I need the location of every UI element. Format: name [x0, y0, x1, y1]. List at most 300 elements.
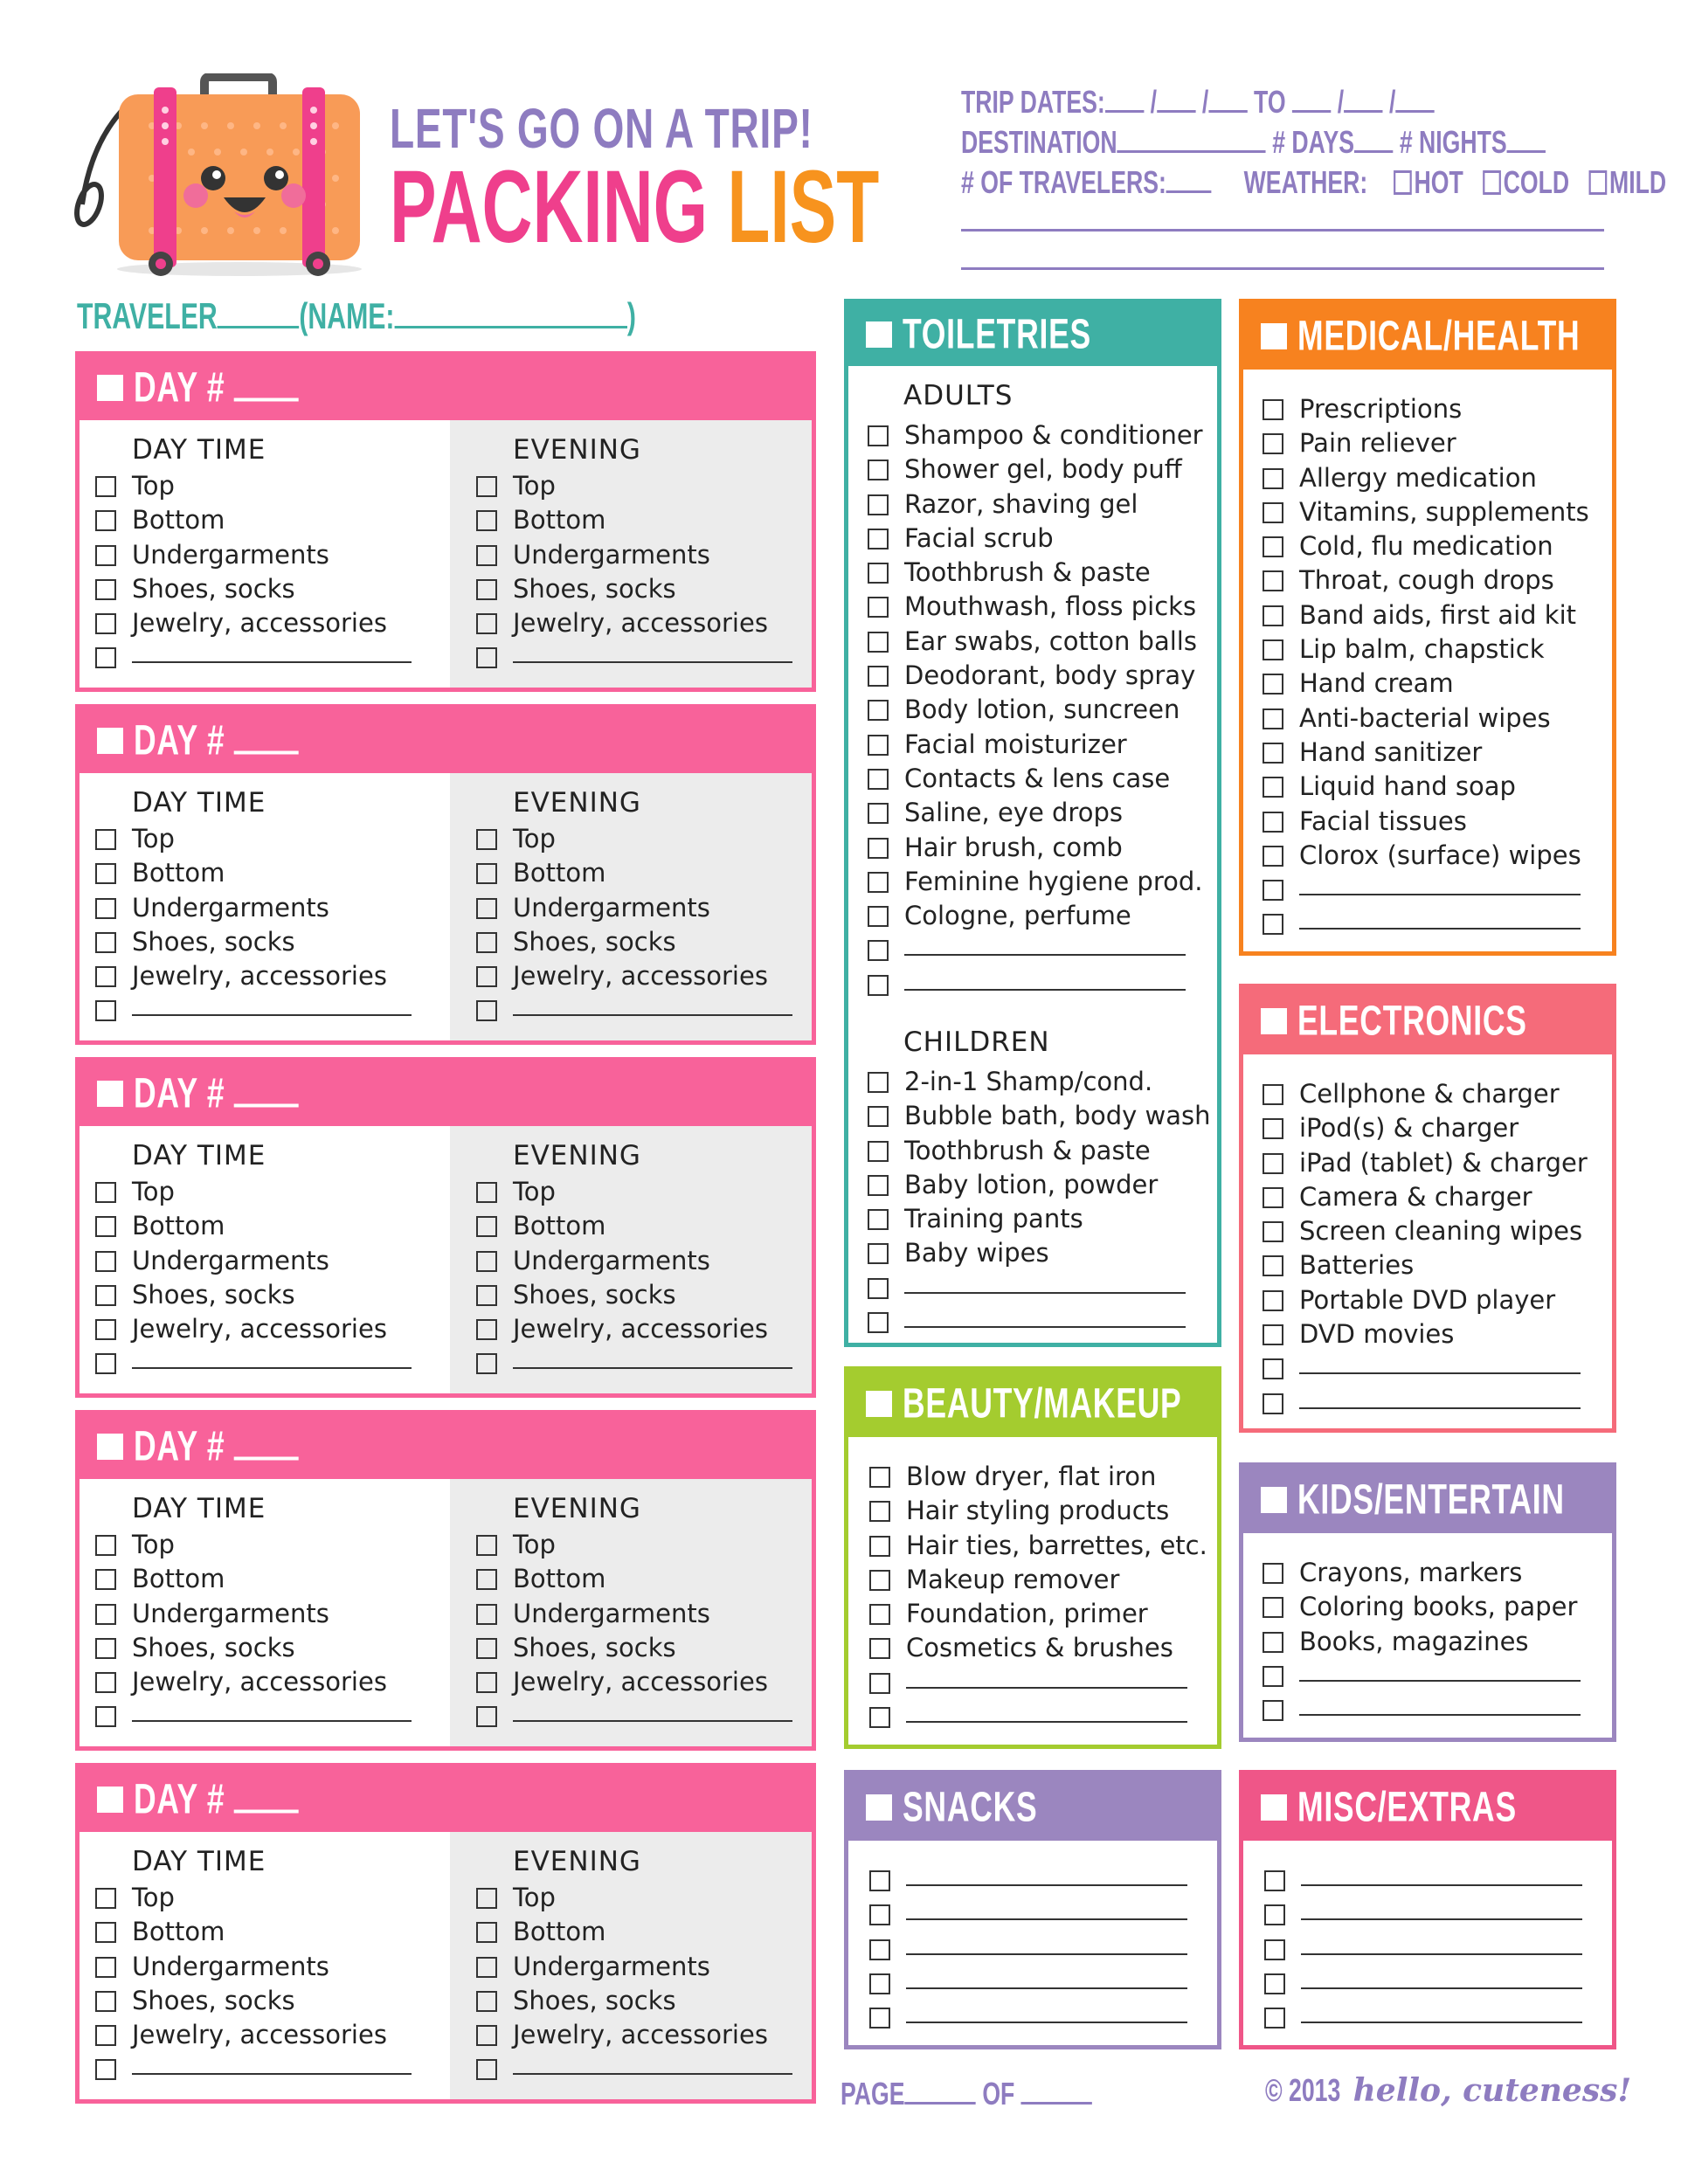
list-item[interactable]: [868, 1202, 1211, 1236]
list-item[interactable]: [476, 856, 792, 890]
checkbox[interactable]: [476, 1991, 497, 2012]
list-item[interactable]: [868, 1099, 1211, 1133]
write-in-line[interactable]: [906, 2001, 1187, 2023]
write-in-line[interactable]: [906, 1897, 1187, 1920]
notes-line[interactable]: [961, 229, 1604, 232]
list-item[interactable]: [95, 538, 412, 572]
checkbox[interactable]: [868, 529, 889, 549]
checkbox[interactable]: [476, 898, 497, 919]
list-item[interactable]: [1263, 392, 1589, 426]
checkbox[interactable]: [476, 863, 497, 884]
list-item[interactable]: [1263, 1214, 1588, 1248]
write-in-line[interactable]: [513, 1346, 792, 1369]
name-blank[interactable]: [395, 322, 627, 328]
checkbox[interactable]: [1263, 1563, 1283, 1584]
list-item[interactable]: [95, 1699, 412, 1733]
write-in-line[interactable]: [906, 1700, 1187, 1723]
write-in-line[interactable]: [906, 1966, 1187, 1989]
checkbox[interactable]: [476, 1285, 497, 1306]
write-in-line[interactable]: [906, 1863, 1187, 1886]
list-item[interactable]: [476, 1699, 792, 1733]
list-item[interactable]: [1263, 736, 1589, 770]
list-item[interactable]: [476, 1528, 792, 1562]
write-in-line[interactable]: [1299, 873, 1581, 895]
checkbox[interactable]: [95, 1706, 116, 1727]
checkbox[interactable]: [868, 735, 889, 756]
date-blank[interactable]: [1395, 107, 1434, 113]
checkbox[interactable]: [1263, 743, 1283, 764]
list-item[interactable]: [869, 1897, 1187, 1932]
list-item[interactable]: [1263, 1283, 1588, 1317]
write-in-line[interactable]: [1299, 1693, 1581, 1716]
list-item[interactable]: [868, 1168, 1211, 1202]
checkbox[interactable]: [95, 476, 116, 497]
list-item[interactable]: [868, 968, 1203, 1002]
hot-checkbox[interactable]: [1394, 170, 1412, 195]
checkbox[interactable]: [869, 2008, 890, 2028]
write-in-line[interactable]: [904, 968, 1186, 991]
write-in-line[interactable]: [132, 993, 412, 1016]
checkbox[interactable]: [476, 1319, 497, 1340]
list-item[interactable]: [476, 1175, 792, 1209]
checkbox[interactable]: [95, 863, 116, 884]
checkbox[interactable]: [1263, 777, 1283, 798]
checkbox[interactable]: [1263, 1597, 1283, 1618]
checkbox[interactable]: [869, 1604, 890, 1625]
list-item[interactable]: [476, 1950, 792, 1984]
checkbox[interactable]: [868, 494, 889, 515]
write-in-line[interactable]: [132, 2052, 412, 2075]
list-item[interactable]: [868, 556, 1203, 590]
list-item[interactable]: [868, 625, 1203, 659]
checkbox[interactable]: [869, 1467, 890, 1488]
checkbox[interactable]: [95, 579, 116, 600]
list-item[interactable]: [1263, 1180, 1588, 1214]
list-item[interactable]: [95, 503, 412, 537]
checkbox[interactable]: [868, 632, 889, 653]
list-item[interactable]: [476, 1209, 792, 1243]
list-item[interactable]: [1263, 907, 1589, 941]
traveler-blank[interactable]: [218, 322, 300, 328]
checkbox[interactable]: [95, 1922, 116, 1943]
checkbox[interactable]: [1263, 1632, 1283, 1653]
list-item[interactable]: [1263, 632, 1589, 667]
checkbox[interactable]: [1263, 605, 1283, 626]
checkbox[interactable]: [95, 545, 116, 566]
list-item[interactable]: [476, 822, 792, 856]
list-item[interactable]: [869, 2001, 1187, 2035]
page-blank[interactable]: [905, 2098, 976, 2105]
list-item[interactable]: [1263, 1146, 1588, 1180]
write-in-line[interactable]: [1301, 1897, 1582, 1920]
write-in-line[interactable]: [1299, 1659, 1581, 1682]
checkbox[interactable]: [1263, 880, 1283, 901]
list-item[interactable]: [95, 856, 412, 890]
checkbox[interactable]: [869, 1973, 890, 1994]
day-number-blank[interactable]: [234, 395, 299, 402]
list-item[interactable]: [868, 762, 1203, 796]
list-item[interactable]: [868, 418, 1203, 453]
mild-checkbox[interactable]: [1588, 170, 1607, 195]
write-in-line[interactable]: [904, 1271, 1186, 1294]
checkbox[interactable]: [95, 647, 116, 668]
day-number-blank[interactable]: [234, 1807, 299, 1814]
checkbox[interactable]: [95, 1604, 116, 1625]
checkbox[interactable]: [1263, 708, 1283, 729]
list-item[interactable]: [476, 993, 792, 1027]
nights-blank[interactable]: [1507, 147, 1546, 153]
list-item[interactable]: [868, 831, 1203, 865]
checkbox[interactable]: [95, 1957, 116, 1978]
list-item[interactable]: [95, 993, 412, 1027]
list-item[interactable]: [1263, 1077, 1588, 1111]
of-blank[interactable]: [1021, 2098, 1092, 2105]
list-item[interactable]: [476, 1562, 792, 1596]
checkbox[interactable]: [476, 829, 497, 850]
checkbox[interactable]: [868, 460, 889, 480]
write-in-line[interactable]: [513, 2052, 792, 2075]
list-item[interactable]: [95, 2018, 412, 2052]
checkbox[interactable]: [869, 1638, 890, 1659]
checkbox[interactable]: [95, 1251, 116, 1272]
list-item[interactable]: [1263, 1317, 1588, 1351]
checkbox[interactable]: [868, 666, 889, 687]
list-item[interactable]: [868, 796, 1203, 830]
checkbox[interactable]: [476, 1569, 497, 1590]
checkbox[interactable]: [95, 1182, 116, 1203]
checkbox[interactable]: [476, 579, 497, 600]
list-item[interactable]: [476, 606, 792, 640]
checkbox[interactable]: [868, 872, 889, 893]
checkbox[interactable]: [476, 1251, 497, 1272]
list-item[interactable]: [95, 469, 412, 503]
list-item[interactable]: [1263, 598, 1589, 632]
checkbox[interactable]: [868, 975, 889, 996]
list-item[interactable]: [476, 1346, 792, 1380]
checkbox[interactable]: [476, 1182, 497, 1203]
write-in-line[interactable]: [513, 640, 792, 663]
checkbox[interactable]: [869, 1501, 890, 1522]
checkbox[interactable]: [476, 613, 497, 634]
checkbox[interactable]: [1263, 1324, 1283, 1345]
checkbox[interactable]: [1263, 674, 1283, 695]
checkbox[interactable]: [868, 940, 889, 961]
list-item[interactable]: [868, 487, 1203, 522]
checkbox[interactable]: [95, 613, 116, 634]
checkbox[interactable]: [1263, 536, 1283, 557]
checkbox[interactable]: [95, 2059, 116, 2080]
checkbox[interactable]: [868, 1072, 889, 1093]
checkbox[interactable]: [95, 829, 116, 850]
write-in-line[interactable]: [906, 1932, 1187, 1955]
list-item[interactable]: [1263, 770, 1589, 804]
list-item[interactable]: [868, 1065, 1211, 1099]
list-item[interactable]: [476, 891, 792, 925]
list-item[interactable]: [95, 1597, 412, 1631]
list-item[interactable]: [95, 1915, 412, 1949]
checkbox[interactable]: [476, 1353, 497, 1374]
checkbox[interactable]: [869, 1536, 890, 1557]
list-item[interactable]: [1263, 667, 1589, 701]
list-item[interactable]: [869, 1597, 1207, 1631]
checkbox[interactable]: [95, 1638, 116, 1659]
list-item[interactable]: [95, 2052, 412, 2086]
checkbox[interactable]: [95, 1535, 116, 1556]
checkbox[interactable]: [476, 1535, 497, 1556]
list-item[interactable]: [95, 1528, 412, 1562]
list-item[interactable]: [95, 959, 412, 993]
notes-line[interactable]: [961, 267, 1604, 270]
checkbox[interactable]: [1263, 1221, 1283, 1242]
checkbox[interactable]: [868, 1243, 889, 1264]
checkbox[interactable]: [869, 1870, 890, 1891]
checkbox[interactable]: [869, 1673, 890, 1694]
list-item[interactable]: [476, 1631, 792, 1665]
days-blank[interactable]: [1354, 147, 1393, 153]
write-in-line[interactable]: [1299, 1351, 1581, 1374]
write-in-line[interactable]: [1299, 1386, 1581, 1409]
list-item[interactable]: [1263, 563, 1589, 598]
checkbox[interactable]: [95, 1672, 116, 1693]
list-item[interactable]: [476, 2052, 792, 2086]
list-item[interactable]: [476, 2018, 792, 2052]
list-item[interactable]: [95, 1665, 412, 1699]
list-item[interactable]: [476, 1278, 792, 1312]
write-in-line[interactable]: [132, 1346, 412, 1369]
checkbox[interactable]: [1263, 1255, 1283, 1276]
list-item[interactable]: [476, 1244, 792, 1278]
checkbox[interactable]: [476, 932, 497, 953]
checkbox[interactable]: [1264, 1939, 1285, 1960]
list-item[interactable]: [95, 640, 412, 674]
checkbox[interactable]: [1263, 846, 1283, 867]
checkbox[interactable]: [1263, 433, 1283, 454]
write-in-line[interactable]: [904, 933, 1186, 956]
cold-checkbox[interactable]: [1483, 170, 1501, 195]
list-item[interactable]: [1263, 1556, 1581, 1590]
list-item[interactable]: [1263, 873, 1589, 907]
list-item[interactable]: [476, 1665, 792, 1699]
checkbox[interactable]: [868, 1141, 889, 1162]
checkbox[interactable]: [869, 1707, 890, 1728]
checkbox[interactable]: [476, 476, 497, 497]
list-item[interactable]: [476, 959, 792, 993]
checkbox[interactable]: [95, 1353, 116, 1374]
list-item[interactable]: [476, 1915, 792, 1949]
list-item[interactable]: [95, 606, 412, 640]
list-item[interactable]: [95, 822, 412, 856]
checkbox[interactable]: [476, 2059, 497, 2080]
list-item[interactable]: [95, 1346, 412, 1380]
checkbox[interactable]: [476, 1922, 497, 1943]
list-item[interactable]: [476, 469, 792, 503]
checkbox[interactable]: [868, 700, 889, 721]
write-in-line[interactable]: [1301, 2001, 1582, 2023]
checkbox[interactable]: [476, 1706, 497, 1727]
checkbox[interactable]: [476, 647, 497, 668]
checkbox[interactable]: [869, 1904, 890, 1925]
list-item[interactable]: [869, 1700, 1207, 1734]
date-blank[interactable]: [1344, 107, 1382, 113]
list-item[interactable]: [869, 1563, 1207, 1597]
list-item[interactable]: [1263, 805, 1589, 839]
list-item[interactable]: [476, 1881, 792, 1915]
list-item[interactable]: [1263, 1351, 1588, 1386]
list-item[interactable]: [1263, 529, 1589, 563]
checkbox[interactable]: [869, 1939, 890, 1960]
list-item[interactable]: [95, 1175, 412, 1209]
checkbox[interactable]: [868, 1312, 889, 1333]
checkbox[interactable]: [868, 1209, 889, 1230]
list-item[interactable]: [1264, 1897, 1582, 1932]
checkbox[interactable]: [868, 906, 889, 927]
list-item[interactable]: [869, 1460, 1207, 1494]
checkbox[interactable]: [95, 932, 116, 953]
write-in-line[interactable]: [1299, 907, 1581, 930]
checkbox[interactable]: [1263, 639, 1283, 660]
list-item[interactable]: [1264, 2001, 1582, 2035]
checkbox[interactable]: [1263, 914, 1283, 935]
day-number-blank[interactable]: [234, 1101, 299, 1108]
date-blank[interactable]: [1292, 107, 1331, 113]
checkbox[interactable]: [95, 966, 116, 987]
checkbox[interactable]: [1263, 1153, 1283, 1174]
list-item[interactable]: [869, 1529, 1207, 1563]
write-in-line[interactable]: [1301, 1863, 1582, 1886]
list-item[interactable]: [868, 453, 1203, 487]
list-item[interactable]: [476, 538, 792, 572]
checkbox[interactable]: [868, 803, 889, 824]
list-item[interactable]: [868, 1134, 1211, 1168]
checkbox[interactable]: [95, 1216, 116, 1237]
list-item[interactable]: [868, 659, 1203, 693]
write-in-line[interactable]: [904, 1305, 1186, 1328]
checkbox[interactable]: [95, 1569, 116, 1590]
checkbox[interactable]: [95, 898, 116, 919]
list-item[interactable]: [868, 693, 1203, 727]
date-blank[interactable]: [1105, 107, 1144, 113]
list-item[interactable]: [1263, 839, 1589, 873]
list-item[interactable]: [1264, 1966, 1582, 2001]
checkbox[interactable]: [1263, 1666, 1283, 1687]
list-item[interactable]: [95, 1562, 412, 1596]
checkbox[interactable]: [95, 1285, 116, 1306]
destination-blank[interactable]: [1117, 147, 1266, 153]
checkbox[interactable]: [1263, 1290, 1283, 1311]
list-item[interactable]: [868, 1236, 1211, 1270]
list-item[interactable]: [1263, 1111, 1588, 1145]
checkbox[interactable]: [476, 1672, 497, 1693]
list-item[interactable]: [869, 1631, 1207, 1665]
checkbox[interactable]: [1263, 1358, 1283, 1379]
checkbox[interactable]: [1264, 1870, 1285, 1891]
checkbox[interactable]: [476, 1957, 497, 1978]
list-item[interactable]: [95, 1209, 412, 1243]
list-item[interactable]: [476, 925, 792, 959]
list-item[interactable]: [1263, 702, 1589, 736]
checkbox[interactable]: [1263, 1700, 1283, 1721]
checkbox[interactable]: [95, 1991, 116, 2012]
write-in-line[interactable]: [513, 993, 792, 1016]
list-item[interactable]: [95, 1631, 412, 1665]
list-item[interactable]: [869, 1666, 1207, 1700]
checkbox[interactable]: [868, 1106, 889, 1127]
list-item[interactable]: [868, 865, 1203, 899]
write-in-line[interactable]: [1301, 1932, 1582, 1955]
checkbox[interactable]: [869, 1570, 890, 1591]
list-item[interactable]: [95, 1950, 412, 1984]
list-item[interactable]: [1263, 461, 1589, 495]
list-item[interactable]: [869, 1966, 1187, 2001]
checkbox[interactable]: [1263, 1393, 1283, 1414]
checkbox[interactable]: [1264, 2008, 1285, 2028]
checkbox[interactable]: [1263, 1084, 1283, 1105]
list-item[interactable]: [1263, 426, 1589, 460]
checkbox[interactable]: [476, 1604, 497, 1625]
checkbox[interactable]: [1263, 399, 1283, 420]
checkbox[interactable]: [868, 1278, 889, 1299]
checkbox[interactable]: [1264, 1973, 1285, 1994]
list-item[interactable]: [1263, 1659, 1581, 1693]
list-item[interactable]: [1264, 1932, 1582, 1966]
checkbox[interactable]: [868, 563, 889, 584]
checkbox[interactable]: [95, 1888, 116, 1909]
write-in-line[interactable]: [1301, 1966, 1582, 1989]
list-item[interactable]: [869, 1932, 1187, 1966]
checkbox[interactable]: [868, 425, 889, 446]
write-in-line[interactable]: [132, 640, 412, 663]
checkbox[interactable]: [868, 597, 889, 618]
write-in-line[interactable]: [132, 1699, 412, 1722]
list-item[interactable]: [868, 590, 1203, 624]
list-item[interactable]: [476, 1312, 792, 1346]
list-item[interactable]: [95, 572, 412, 606]
date-blank[interactable]: [1208, 107, 1247, 113]
list-item[interactable]: [95, 891, 412, 925]
list-item[interactable]: [476, 1984, 792, 2018]
checkbox[interactable]: [1263, 1187, 1283, 1208]
list-item[interactable]: [1264, 1863, 1582, 1897]
list-item[interactable]: [1263, 1386, 1588, 1420]
list-item[interactable]: [868, 522, 1203, 556]
list-item[interactable]: [868, 1271, 1211, 1305]
checkbox[interactable]: [95, 1000, 116, 1021]
checkbox[interactable]: [868, 838, 889, 859]
checkbox[interactable]: [868, 1175, 889, 1196]
checkbox[interactable]: [476, 545, 497, 566]
checkbox[interactable]: [95, 510, 116, 531]
checkbox[interactable]: [1263, 1118, 1283, 1139]
checkbox[interactable]: [1263, 570, 1283, 591]
list-item[interactable]: [1263, 1625, 1581, 1659]
checkbox[interactable]: [476, 1638, 497, 1659]
checkbox[interactable]: [476, 966, 497, 987]
list-item[interactable]: [95, 1278, 412, 1312]
list-item[interactable]: [95, 1881, 412, 1915]
list-item[interactable]: [476, 503, 792, 537]
list-item[interactable]: [95, 1312, 412, 1346]
checkbox[interactable]: [1263, 468, 1283, 489]
list-item[interactable]: [868, 1305, 1211, 1339]
list-item[interactable]: [476, 1597, 792, 1631]
list-item[interactable]: [869, 1863, 1187, 1897]
checkbox[interactable]: [1264, 1904, 1285, 1925]
day-number-blank[interactable]: [234, 1454, 299, 1461]
list-item[interactable]: [1263, 1590, 1581, 1624]
checkbox[interactable]: [476, 1888, 497, 1909]
list-item[interactable]: [1263, 1693, 1581, 1727]
checkbox[interactable]: [95, 1319, 116, 1340]
